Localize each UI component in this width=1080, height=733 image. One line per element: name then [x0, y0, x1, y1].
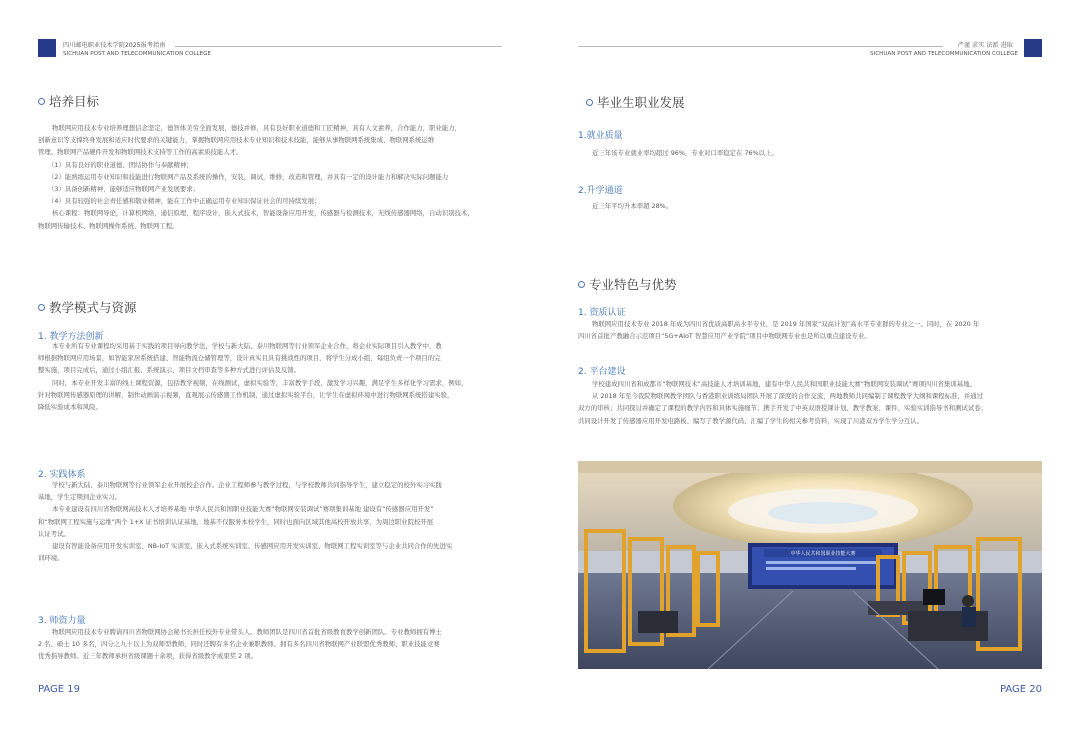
section-title-text: 毕业生职业发展: [597, 95, 685, 110]
subsection-title-employment-quality: 1.就业质量: [578, 131, 623, 141]
subsection-title-qualification: 1. 资质认证: [578, 308, 626, 318]
section-title-teaching-mode: [38, 298, 137, 316]
right-header-rule: [578, 46, 943, 47]
paragraph-line: 物联网应用技术专业 2018 年成为四川省优质高职高水平专业，是 2019 年国家“双高计划”高水平专业群的专业之一。同时，在 2020 年: [592, 320, 980, 328]
left-header-title: 四川邮电职业技术学院2025报考指南: [63, 42, 166, 49]
screen-banner-text: 中华人民共和国职业技能大赛: [790, 551, 856, 557]
paragraph-line: 共同设计开发了传感器应用开发电路板、编写了教学源代码、汇编了学生的相关参考资料，实现了川港双方学生学分互认。: [578, 416, 924, 425]
paragraph-line: 学校与新大陆、泰川物联网等行业领军企业开展校企合作。企业工程师参与教学过程，与学校教师共同指导学生，建立稳定的校外实习实践: [52, 481, 442, 489]
section-title-text: 专业特色与优势: [589, 277, 677, 292]
section-title-features-advantages: [578, 275, 677, 293]
paragraph-line: 物联网应用技术专业培养理想信念坚定，德智体美劳全面发展，德技并修，具有良好职业道德和工匠精神，具有人文素养，合作能力，职业能力，: [52, 124, 461, 132]
subsection-title-faculty: 3. 师资力量: [38, 616, 86, 626]
paragraph-line: 双方的审核；共同探讨并确定了课程的教学内容和具体实施细节；携手开发了中英双语授课计划、教学教案、课件、实验实训指导书和测试试卷；: [578, 404, 987, 413]
section-title-text: 教学模式与资源: [49, 300, 137, 315]
list-item: （1）具有良好的职业道德、团结协作与奉献精神；: [48, 160, 193, 169]
paragraph-line: 从 2018 年至今我院物联网教学团队与香港职业训练局团队开展了深度的合作交流，两地教师共同编制了课程教学大纲和课程标准，并通过: [592, 392, 983, 401]
left-header-logo-square: [38, 39, 56, 57]
circle-bullet-icon: [38, 98, 45, 105]
subsection-title-method-innovation: 1. 教学方法创新: [38, 332, 104, 342]
paragraph-line: 物联网应用技术专业聘请四川省物联网协会秘书长担任校外专业带头人。教师团队是四川省首批省级教育教学创新团队。专业教师拥有博士: [52, 628, 442, 636]
paragraph-line: 整实施，项目完成后，通过小组汇报、系统演示、项目文档审查等多种方式进行评估及反馈。: [38, 366, 301, 375]
platform-body: [578, 378, 1042, 427]
practice-system-body: [38, 479, 503, 564]
circle-bullet-icon: [38, 304, 45, 311]
paragraph-line: 2 名、硕士 10 多名，四分之九十以上为双师型教师，同时还聘有多名企业兼职教师。拥有多名四川省物联网产业联盟优秀教师、职业技能竞赛: [38, 640, 440, 649]
page-number-right: PAGE 20: [999, 684, 1042, 695]
right-header-subtitle: SICHUAN POST AND TELECOMMUNICATION COLLEGE: [870, 51, 1018, 57]
circle-bullet-icon: [578, 281, 585, 288]
list-item: （3）具备创新精神，能够适应物联网产业发展要求；: [48, 185, 200, 194]
paragraph-line: 师根据物联网应用场景，如智能家居系统搭建、智能物流仓储管理等，设计真实且具有挑战性的项目，将学生分成小组，每组负责一个项目的完: [38, 354, 441, 363]
training-hall-photo: [578, 461, 1042, 669]
paragraph-line: 训环境。: [38, 554, 64, 563]
section-title-career-development: [586, 93, 685, 111]
right-header-title: 严谨 求实 法派 进取: [957, 42, 1013, 49]
list-item: （2）能熟练运用专业知识和技能进行物联网产品及系统的操作，安装，调试，维修，改造和管理，并具有一定的设计能力和解决实际问题能力: [48, 172, 449, 181]
training-hall-illustration: [578, 461, 1042, 669]
paragraph-line: 降低实验成本和风险。: [38, 403, 102, 412]
left-header-subtitle: SICHUAN POST AND TELECOMMUNICATION COLLEGE: [63, 51, 211, 57]
paragraph-line: 学校建成四川省和成都市“物联网技术”高技能人才培训基地，建有中华人民共和国职业技能大赛“物联网安装调试”赛项四川省集训基地。: [592, 380, 976, 388]
paragraph-line: 认证考试。: [38, 529, 70, 538]
method-innovation-body: [38, 340, 503, 413]
page-number-left: PAGE 19: [38, 684, 81, 695]
section-title-training-goals: [38, 92, 99, 110]
paragraph-line: 建设有智能设备应用开发实训室、NB-IoT 实训室、嵌入式系统实训室、传感网应用开发实训室、物联网工程实训室等与企业共同合作的先进实: [52, 542, 453, 551]
paragraph-line: 基地，学生定期到企业实习。: [38, 493, 122, 502]
right-header-logo-square: [1024, 39, 1042, 57]
paragraph-line: 创新意识等支撑终身发展和适应时代要求的关键能力，掌握物联网应用技术专业知识和技术技能，能够从事物联网系统集成、物联网系统运维: [38, 136, 435, 145]
list-item: （4）具有较强的社会责任感和敬业精神，能在工作中正确运用专业知识保证社会的可持续发展；: [48, 197, 321, 206]
circle-bullet-icon: [586, 99, 593, 106]
paragraph-line: 本专业所有专业课程均采用基于实践的项目导向教学法，学校与新大陆、泰川物联网等行业领军企业合作，将企业实际项目引入教学中，教: [52, 342, 442, 350]
section-title-text: 培养目标: [49, 94, 100, 109]
paragraph-line: 和“物联网工程实施与运维”两个 1+X 证书培训认证基地，地基不仅服务本校学生，同时也面向区域其他高校开放共享，为周边职业院校开展: [38, 517, 434, 526]
left-header-rule: [175, 46, 502, 47]
paragraph-line: 优秀指导教师。近三年教师承担省级课题十余项，获得省级教学成果奖 2 项。: [38, 652, 258, 661]
subsection-title-further-study: 2.升学通道: [578, 186, 623, 196]
faculty-body: [38, 626, 503, 663]
subsection-title-practice-system: 2. 实践体系: [38, 470, 86, 480]
paragraph-line: 核心课程：物联网导论，计算机网络，通信原理，程序设计，嵌入式技术，智能设备应用开发，传感器与检测技术，无线传感器网络，自动识别技术，: [52, 209, 474, 218]
qualification-body: [578, 318, 1042, 342]
paragraph-line: 物联网传输技术、物联网操作系统、物联网工程。: [38, 221, 179, 230]
employment-quality-body: 近三年该专业就业率均超过 96%，专业对口率稳定在 76%以上。: [592, 149, 778, 157]
training-goals-body: [38, 122, 503, 232]
paragraph-line: 管理、物联网产品硬件开发和物联网技术支持等工作的高素质技能人才。: [38, 148, 243, 157]
subsection-title-platform: 2. 平台建设: [578, 367, 626, 377]
paragraph-line: 针对物联网传感器原理的讲解，制作动画演示视频，直观展示传感器工作机制，通过虚拟实验平台，让学生在虚拟环境中进行物联网系统搭建实验，: [38, 390, 454, 399]
paragraph-line: 四川省首批产教融合示范项目“5G+AIoT 智慧应用产业学院”项目中物联网专业也是所以重点建设专业。: [578, 332, 871, 341]
paragraph-line: 同时，本专业开发丰富的线上课程资源，包括教学视频，在线测试，虚拟实验等，丰富教学手段，激发学习兴趣，满足学生多样化学习需求，例如，: [52, 378, 468, 387]
paragraph-line: 本专业建设有四川省物联网高技术人才培养基地 中华人民共和国职业技能大赛“物联网安装调试”赛项集训基地 建设有“传感器应用开发”: [52, 505, 434, 514]
further-study-body: 近三年平均升本率超 28%。: [592, 202, 673, 210]
